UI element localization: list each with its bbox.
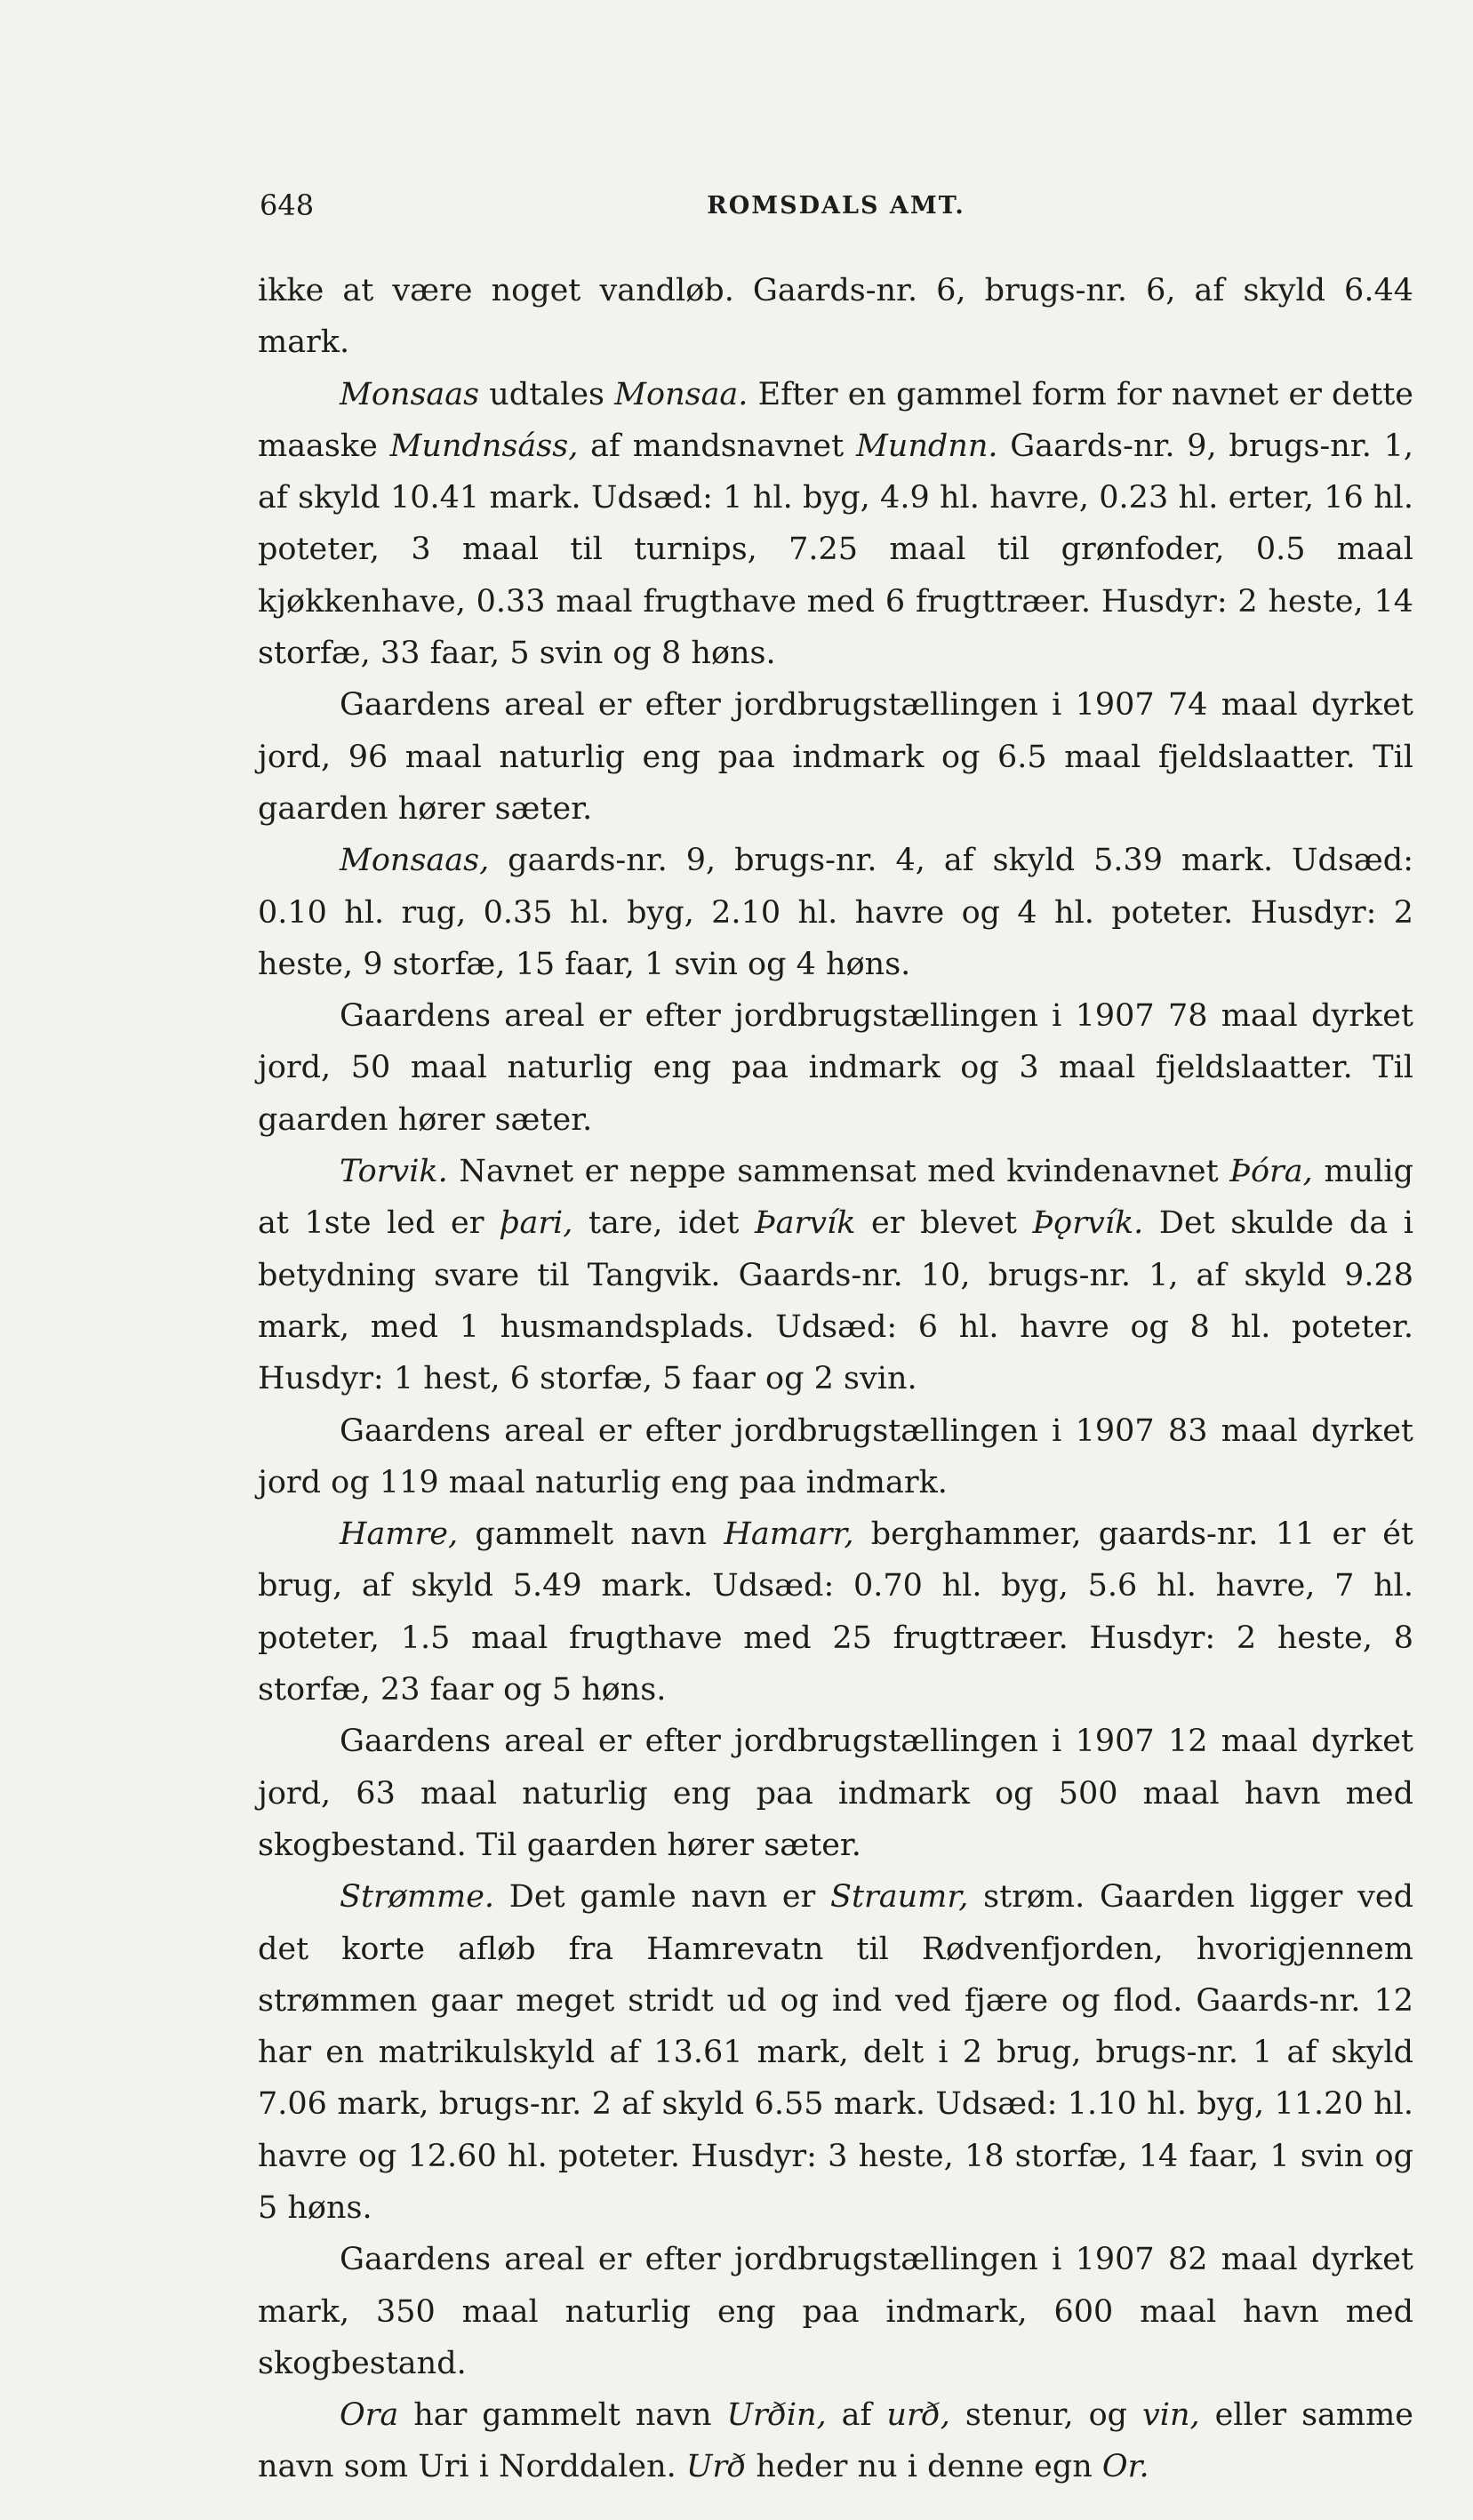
paragraph (258, 369, 1413, 680)
text-run: mulig at 1ste led er (258, 1154, 1413, 1242)
text-run: stenur, og (949, 2397, 1143, 2434)
running-title: ROMSDALS AMT. (707, 192, 965, 220)
italic-term: Þǫrvík. (1032, 1205, 1144, 1242)
italic-term: þari, (500, 1205, 573, 1242)
text-run: udtales (479, 376, 615, 412)
text-run: Det gamle navn er (494, 1879, 830, 1916)
italic-term: Urðin, (726, 2397, 827, 2434)
italic-term: Straumr, (830, 1879, 969, 1916)
text-run: Gaardens areal er efter jordbrugstællingen i 1907 78 maal dyrket jord, 50 maal naturlig eng paa indmark og 3 maal fjeldslaatter. Til gaarden hører sæter. (258, 998, 1413, 1138)
text-run: Gaardens areal er efter jordbrugstællingen i 1907 74 maal dyrket jord, 96 maal naturlig eng paa indmark og 6.5 maal fjeldslaatter. Til gaarden hører sæter. (258, 687, 1413, 827)
italic-term: Monsaa. (614, 376, 749, 412)
text-run: er blevet (855, 1205, 1033, 1242)
italic-term: Strømme. (340, 1879, 495, 1916)
text-run: berghammer, gaards-nr. 11 er ét brug, af skyld 5.49 mark. Udsæd: 0.70 hl. byg, 5.6 hl. havre, 7 hl. poteter, 1.5 maal frugthave med 25 frugttræer. Husdyr: 2 heste, 8 storfæ, 23 faar og 5 høns. (258, 1516, 1413, 1708)
paragraph (258, 990, 1413, 1146)
paragraph (258, 1871, 1413, 2234)
text-run: gammelt navn (458, 1516, 724, 1553)
text-run: af mandsnavnet (578, 428, 856, 464)
page-body (258, 265, 1413, 2493)
italic-term: Torvik. (340, 1154, 448, 1190)
italic-term: Monsaas (340, 376, 480, 412)
italic-term: Þóra, (1229, 1154, 1313, 1190)
text-run: af (826, 2397, 887, 2434)
paragraph (258, 1716, 1413, 1871)
italic-term: Mundnn. (855, 428, 998, 464)
text-run: strøm. Gaarden ligger ved det korte afløb fra Hamrevatn til Rødvenfjorden, hvorigjennem strømmen gaar meget stridt ud og ind ved fjære og flod. Gaards-nr. 12 har en matrikulskyld af 13.61 mark, delt i 2 brug, brugs-nr. 1 af skyld 7.06 mark, brugs-nr. 2 af skyld 6.55 mark. Udsæd: 1.10 hl. byg, 11.20 hl. havre og 12.60 hl. poteter. Husdyr: 3 heste, 18 storfæ, 14 faar, 1 svin og 5 høns. (258, 1879, 1413, 2226)
italic-term: vin, (1142, 2397, 1200, 2434)
text-run: heder nu i denne egn (746, 2449, 1102, 2485)
paragraph (258, 1146, 1413, 1404)
paragraph (258, 1405, 1413, 1509)
italic-term: Hamarr, (724, 1516, 854, 1553)
italic-term: urð, (886, 2397, 950, 2434)
text-run: Gaardens areal er efter jordbrugstællingen i 1907 12 maal dyrket jord, 63 maal naturlig eng paa indmark og 500 maal havn med skogbestand. Til gaarden hører sæter. (258, 1724, 1413, 1863)
paragraph (258, 1508, 1413, 1716)
italic-term: Hamre, (340, 1516, 459, 1553)
text-run: tare, idet (572, 1205, 756, 1242)
paragraph (258, 679, 1413, 835)
text-run: Gaardens areal er efter jordbrugstællingen i 1907 82 maal dyrket mark, 350 maal naturlig eng paa indmark, 600 maal havn med skogbestand. (258, 2242, 1413, 2381)
italic-term: Þarvík (755, 1205, 856, 1242)
text-run: har gammelt navn (398, 2397, 727, 2434)
page-header (260, 188, 1413, 233)
text-run: Gaards-nr. 9, brugs-nr. 1, af skyld 10.41 mark. Udsæd: 1 hl. byg, 4.9 hl. havre, 0.23 hl. erter, 16 hl. poteter, 3 maal til turnips, 7.25 maal til grønfoder, 0.5 maal kjøkkenhave, 0.33 maal frugthave med 6 frugttræer. Husdyr: 2 heste, 14 storfæ, 33 faar, 5 svin og 8 høns. (258, 428, 1413, 672)
paragraph (258, 835, 1413, 990)
italic-term: Monsaas, (340, 843, 490, 879)
text-run: ikke at være noget vandløb. Gaards-nr. 6, brugs-nr. 6, af skyld 6.44 mark. (258, 273, 1413, 361)
paragraph (258, 2389, 1413, 2493)
text-run: Gaardens areal er efter jordbrugstællingen i 1907 83 maal dyrket jord og 119 maal naturlig eng paa indmark. (258, 1412, 1413, 1500)
italic-term: Or. (1101, 2449, 1149, 2485)
text-run: Efter en gammel form for navnet er dette maaske (258, 376, 1414, 464)
text-run: eller samme navn som Uri i Norddalen. (258, 2397, 1413, 2485)
paragraph (258, 2234, 1413, 2389)
page-number: 648 (260, 188, 315, 222)
italic-term: Urð (685, 2449, 747, 2485)
italic-term: Ora (340, 2397, 399, 2434)
italic-term: Mundnsáss, (389, 428, 579, 464)
text-run: Navnet er neppe sammensat med kvindenavnet (447, 1154, 1230, 1190)
paragraph (258, 265, 1413, 369)
text-run: Det skulde da i betydning svare til Tangvik. Gaards-nr. 10, brugs-nr. 1, af skyld 9.28 mark, med 1 husmandsplads. Udsæd: 6 hl. havre og 8 hl. poteter. Husdyr: 1 hest, 6 storfæ, 5 faar og 2 svin. (258, 1205, 1413, 1397)
text-run: gaards-nr. 9, brugs-nr. 4, af skyld 5.39 mark. Udsæd: 0.10 hl. rug, 0.35 hl. byg, 2.10 hl. havre og 4 hl. poteter. Husdyr: 2 heste, 9 storfæ, 15 faar, 1 svin og 4 høns. (258, 843, 1413, 982)
